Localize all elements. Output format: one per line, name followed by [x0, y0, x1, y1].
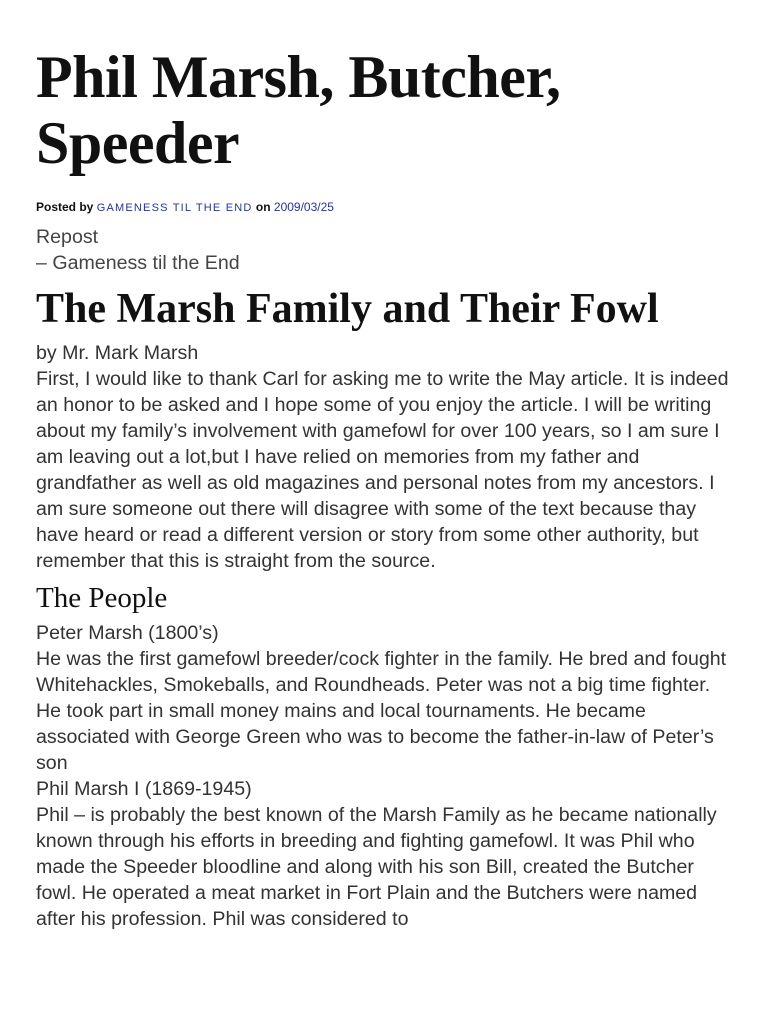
- people-heading: The People: [36, 582, 168, 614]
- byline-prefix: Posted by: [36, 200, 94, 214]
- person-bio-peter: He was the first gamefowl breeder/cock fighter in the family. He bred and fought Whitehackles, Smokeballs, and Roundheads. Peter was not a big time fighter. He took part in small money mains and local tournaments. He became associated with George Green who was to become the father-in-law of Peter’s son: [36, 648, 727, 774]
- article-title: Phil Marsh, Butcher, Speeder: [36, 44, 561, 176]
- person-bio-phil: Phil – is probably the best known of the Marsh Family as he became nationally known through his efforts in breeding and fighting gamefowl. It was Phil who made the Speeder bloodline and along with his son Bill, created the Butcher fowl. He operated a meat market in Fort Plain and the Butchers were named after his profession. Phil was considered to: [36, 804, 717, 930]
- post-byline: [36, 200, 732, 214]
- repost-source: – Gameness til the End: [36, 252, 240, 274]
- repost-label: Repost: [36, 226, 99, 248]
- person-name-peter: Peter Marsh (1800’s): [36, 622, 219, 644]
- author-link[interactable]: GAMENESS TIL THE END: [96, 202, 253, 214]
- person-name-phil: Phil Marsh I (1869-1945): [36, 778, 252, 800]
- intro-paragraph: First, I would like to thank Carl for asking me to write the May article. It is indeed an honor to be asked and I hope some of you enjoy the article. I will be writing about my family’s involvement with gamefowl for over 100 years, so I am sure I am leaving out a lot,but I have relied on memories from my father and grandfather as well as old magazines and personal notes from my ancestors. I am sure someone out there will disagree with some of the text because thay have heard or read a different version or story from some other authority, but remember that this is straight from the source.: [36, 368, 729, 572]
- byline-separator: on: [255, 200, 271, 214]
- date-link[interactable]: 2009/03/25: [273, 200, 334, 214]
- article-author: by Mr. Mark Marsh: [36, 342, 199, 364]
- section-title: The Marsh Family and Their Fowl: [36, 286, 659, 332]
